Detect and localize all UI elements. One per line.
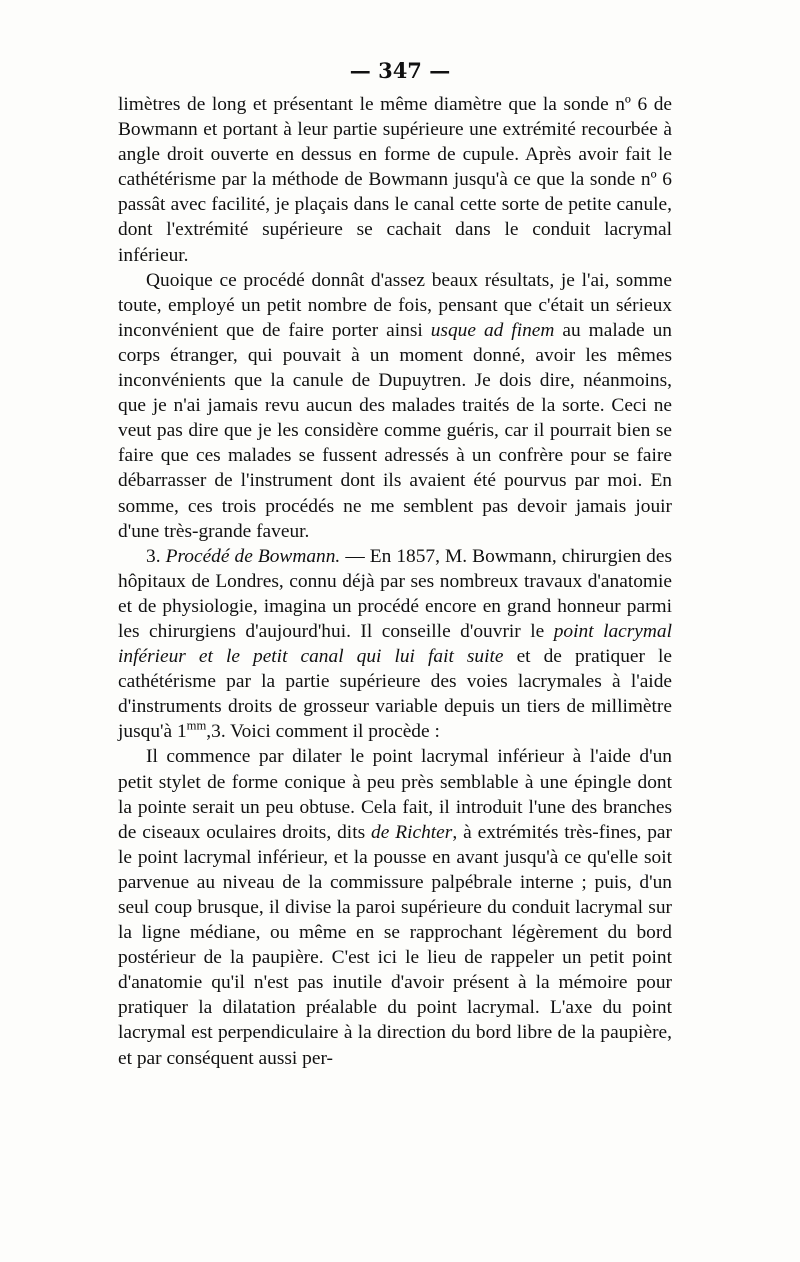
- paragraph-3-text-f: ,3. Voici comment il procède :: [206, 721, 440, 743]
- body-text: [118, 92, 672, 1071]
- paragraph-4-text-a: Il commence par dilater le point lacrymal inférieur à l'aide d'un petit stylet de forme conique à peu près semblable à une épingle dont la pointe serait un peu obtuse. Cela fait, il introduit l'une des branches de ciseaux oculaires droits, dits: [118, 746, 672, 843]
- page-number: — 347 —: [349, 58, 451, 83]
- paragraph-2: [118, 268, 672, 544]
- section-number: 3.: [146, 545, 166, 567]
- paragraph-1-text: limètres de long et présentant le même diamètre que la sonde nº 6 de Bowmann et portant à leur partie supérieure une extrémité recourbée à angle droit ouverte en dessus en forme de cupule. Après avoir fait le cathétérisme par la méthode de Bowmann jusqu'à ce que la sonde nº 6 passât avec facilité, je plaçais dans le canal cette sorte de petite canule, dont l'extrémité supérieure se cachait dans le conduit lacrymal inférieur.: [118, 94, 672, 266]
- paragraph-2-text-a: Quoique ce procédé donnât d'assez beaux résultats, je l'ai, somme toute, employé un petit nombre de fois, pensant que c'était un sérieux inconvénient que de faire porter ainsi: [118, 269, 672, 341]
- paragraph-3-text-e: et de pratiquer le cathétérisme par la partie supérieure des voies lacrymales à l'aide d'instruments droits de grosseur variable depuis un tiers de millimètre jusqu'à 1: [118, 646, 672, 743]
- paragraph-3-italic: point lacrymal inférieur et le petit canal qui lui fait suite: [118, 620, 672, 668]
- paragraph-2-text-c: au malade un corps étranger, qui pouvait à un moment donné, avoir les mêmes inconvénients que la canule de Dupuytren. Je dois dire, néanmoins, que je n'ai jamais revu aucun des malades traités de la sorte. Ceci ne veut pas dire que je les considère comme guéris, car il pourrait bien se faire que ces malades se fussent adressés à un confrère pour se faire débarrasser de l'instrument dont ils avaient été pourvus par moi. En somme, ces trois procédés ne me semblent pas devoir jamais jouir d'une très-grande faveur.: [118, 319, 672, 542]
- paragraph-4-italic: de Richter: [371, 821, 453, 843]
- paragraph-2-italic: usque ad finem: [430, 319, 555, 341]
- paragraph-3-text-c: — En 1857, M. Bowmann, chirurgien des hôpitaux de Londres, connu déjà par ses nombreux travaux d'anatomie et de physiologie, imagina un procédé encore en grand honneur parmi les chirurgiens d'aujourd'hui. Il conseille d'ouvrir le: [118, 545, 672, 642]
- paragraph-3: [118, 544, 672, 745]
- paragraph-4: [118, 744, 672, 1070]
- section-title: Procédé de Bowmann.: [165, 545, 341, 567]
- paragraph-1: [118, 92, 672, 268]
- unit-superscript: mm: [186, 718, 207, 733]
- paragraph-4-text-c: , à extrémités très-fines, par le point lacrymal inférieur, et la pousse en avant jusqu'à ce qu'elle soit parvenue au niveau de la commissure palpébrale interne ; puis, d'un seul coup brusque, il divise la paroi supérieure du conduit lacrymal sur la ligne médiane, ou même en se rapprochant légèrement du bord postérieur de la paupière. C'est ici le lieu de rappeler un petit point d'anatomie qu'il n'est pas inutile d'avoir présent à la mémoire pour pratiquer la dilatation préalable du point lacrymal. L'axe du point lacrymal est perpendiculaire à la direction du bord libre de la paupière, et par conséquent aussi per-: [118, 821, 672, 1069]
